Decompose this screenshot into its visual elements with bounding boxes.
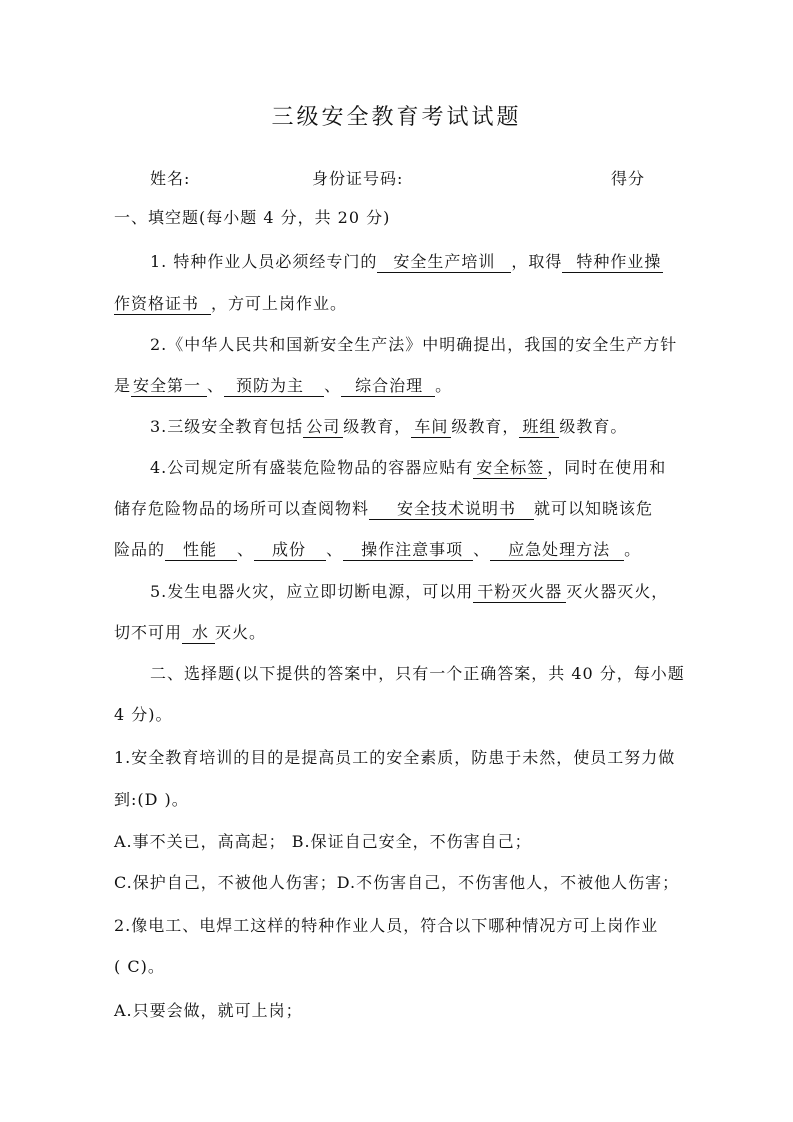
id-label: 身份证号码: [312,169,404,188]
mc-q2-option-a: A.只要会做，就可上岗； [114,1001,303,1020]
q4-line1: 4.公司规定所有盛装危险物品的容器应贴有 安全标签 ，同时在使用和 [150,458,667,477]
q4-line3: 险品的 性能 、 成份 、 操作注意事项 、 应急处理方法 。 [114,540,642,559]
answer-blank: 安全生产培训 [377,252,511,273]
q3-line: 3.三级安全教育包括 公司 级教育， 车间 级教育， 班组 级教育。 [150,417,628,436]
answer-blank: 预防为主 [224,376,324,397]
mc-q1-options-cd: C.保护自己，不被他人伤害；D.不伤害自己，不伤害他人，不被他人伤害； [114,873,680,892]
q5-line1: 5.发生电器火灾，应立即切断电源，可以用 干粉灭火器 灭火器灭火， [150,582,669,601]
answer-blank: 班组 [519,417,559,438]
q4-line2: 储存危险物品的场所可以查阅物料 安全技术说明书 就可以知晓该危 [114,499,654,518]
q5-line2: 切不可用 水 灭火。 [114,623,267,642]
mc-q2-line2: ( C)。 [114,957,165,976]
answer-blank: 作资格证书 [114,294,211,315]
q2-line1: 2.《中华人民共和国新安全生产法》中明确提出，我国的安全生产方针 [150,335,678,354]
section2-heading-cont: 4 分)。 [114,705,173,724]
answer-blank: 公司 [303,417,343,438]
section2-heading: 二、选择题(以下提供的答案中，只有一个正确答案，共 40 分，每小题 [150,664,685,683]
q2-line2: 是 安全第一 、 预防为主 、 综合治理 。 [114,376,453,395]
answer-blank: 安全第一 [131,376,207,397]
page-title: 三级安全教育考试试题 [271,105,522,130]
q1-line2: 作资格证书 ，方可上岗作业。 [114,294,348,313]
answer-blank: 操作注意事项 [343,540,473,561]
name-label: 姓名: [150,169,191,188]
answer-blank: 成份 [254,540,326,561]
answer-blank: 安全标签 [473,458,547,479]
mc-q2-line1: 2.像电工、电焊工这样的特种作业人员，符合以下哪种情况方可上岗作业 [114,916,659,935]
answer-blank: 应急处理方法 [490,540,624,561]
answer-blank: 性能 [165,540,237,561]
answer-blank: 干粉灭火器 [473,582,566,603]
answer-blank: 车间 [411,417,451,438]
answer-blank: 水 [182,623,215,644]
q1-line1: 1. 特种作业人员必须经专门的 安全生产培训 ，取得 特种作业操 [150,252,662,271]
answer-blank: 特种作业操 [562,252,663,273]
answer-blank: 安全技术说明书 [369,499,534,520]
mc-q1-line2: 到:(D )。 [114,790,189,809]
mc-q1-line1: 1.安全教育培训的目的是提高员工的安全素质，防患于未然，使员工努力做 [114,748,676,767]
score-label: 得分 [611,169,646,188]
section1-heading: 一、填空题(每小题 4 分，共 20 分) [114,208,391,227]
answer-blank: 综合治理 [341,376,435,397]
mc-q1-options-ab: A.事不关已，高高起； B.保证自己安全，不伤害自己； [114,832,532,851]
